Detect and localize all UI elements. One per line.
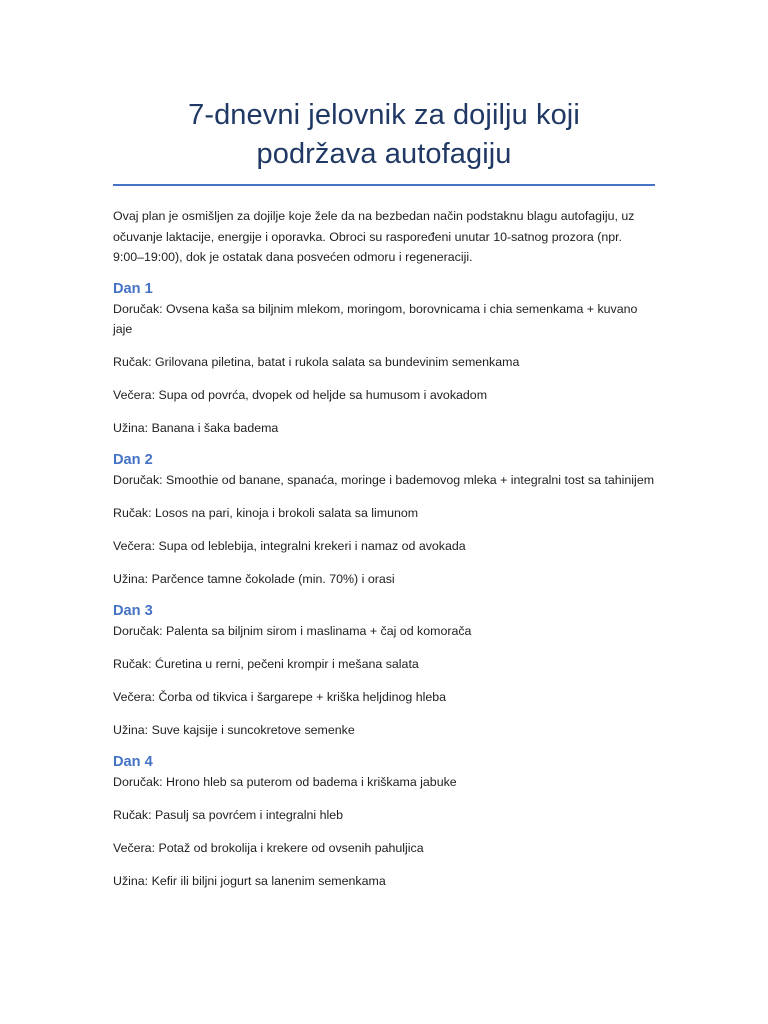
meal-lunch: Ručak: Grilovana piletina, batat i rukola salata sa bundevinim semenkama	[113, 354, 520, 369]
title-line-2: podržava autofagiju	[256, 138, 512, 170]
meal-snack: Užina: Kefir ili biljni jogurt sa lanenim semenkama	[113, 873, 386, 888]
meal-dinner: Večera: Čorba od tikvica i šargarepe + kriška heljdinog hleba	[113, 689, 447, 704]
meal-snack: Užina: Suve kajsije i suncokretove semenke	[113, 722, 355, 737]
meal-dinner: Večera: Potaž od brokolija i krekere od ovsenih pahuljica	[113, 840, 424, 855]
day-section-3	[113, 601, 655, 740]
day-list	[113, 279, 655, 891]
day-heading: Dan 4	[113, 753, 153, 770]
meal-breakfast: Doručak: Ovsena kaša sa biljnim mlekom, moringom, borovnicama i chia semenkama + kuvano jaje	[113, 301, 638, 336]
intro-paragraph: Ovaj plan je osmišljen za dojilje koje žele da na bezbedan način podstaknu blagu autofagiju, uz očuvanje laktacije, energije i oporavka. Obroci su raspoređeni unutar 10-satnog prozora (npr. 9:00–19:00), dok je ostatak dana posvećen odmoru i regeneraciji.	[113, 209, 635, 264]
meal-lunch: Ručak: Losos na pari, kinoja i brokoli salata sa limunom	[113, 505, 419, 520]
day-heading: Dan 1	[113, 280, 153, 297]
document-title	[113, 0, 655, 174]
meal-snack: Užina: Parčence tamne čokolade (min. 70%) i orasi	[113, 571, 395, 586]
meal-breakfast: Doručak: Palenta sa biljnim sirom i maslinama + čaj od komorača	[113, 623, 472, 638]
meal-snack: Užina: Banana i šaka badema	[113, 420, 279, 435]
day-section-4	[113, 752, 655, 891]
meal-dinner: Večera: Supa od povrća, dvopek od heljde sa humusom i avokadom	[113, 387, 488, 402]
meal-dinner: Večera: Supa od leblebija, integralni krekeri i namaz od avokada	[113, 538, 466, 553]
day-heading: Dan 3	[113, 602, 153, 619]
meal-breakfast: Doručak: Smoothie od banane, spanaća, moringe i bademovog mleka + integralni tost sa tahinijem	[113, 472, 655, 487]
day-heading: Dan 2	[113, 451, 153, 468]
title-line-1: 7-dnevni jelovnik za dojilju koji	[188, 99, 580, 131]
day-section-1	[113, 279, 655, 438]
title-divider	[113, 184, 655, 186]
day-section-2	[113, 450, 655, 589]
document-page	[113, 0, 655, 903]
meal-lunch: Ručak: Ćuretina u rerni, pečeni krompir i mešana salata	[113, 656, 419, 671]
meal-lunch: Ručak: Pasulj sa povrćem i integralni hleb	[113, 807, 344, 822]
meal-breakfast: Doručak: Hrono hleb sa puterom od badema i kriškama jabuke	[113, 774, 457, 789]
